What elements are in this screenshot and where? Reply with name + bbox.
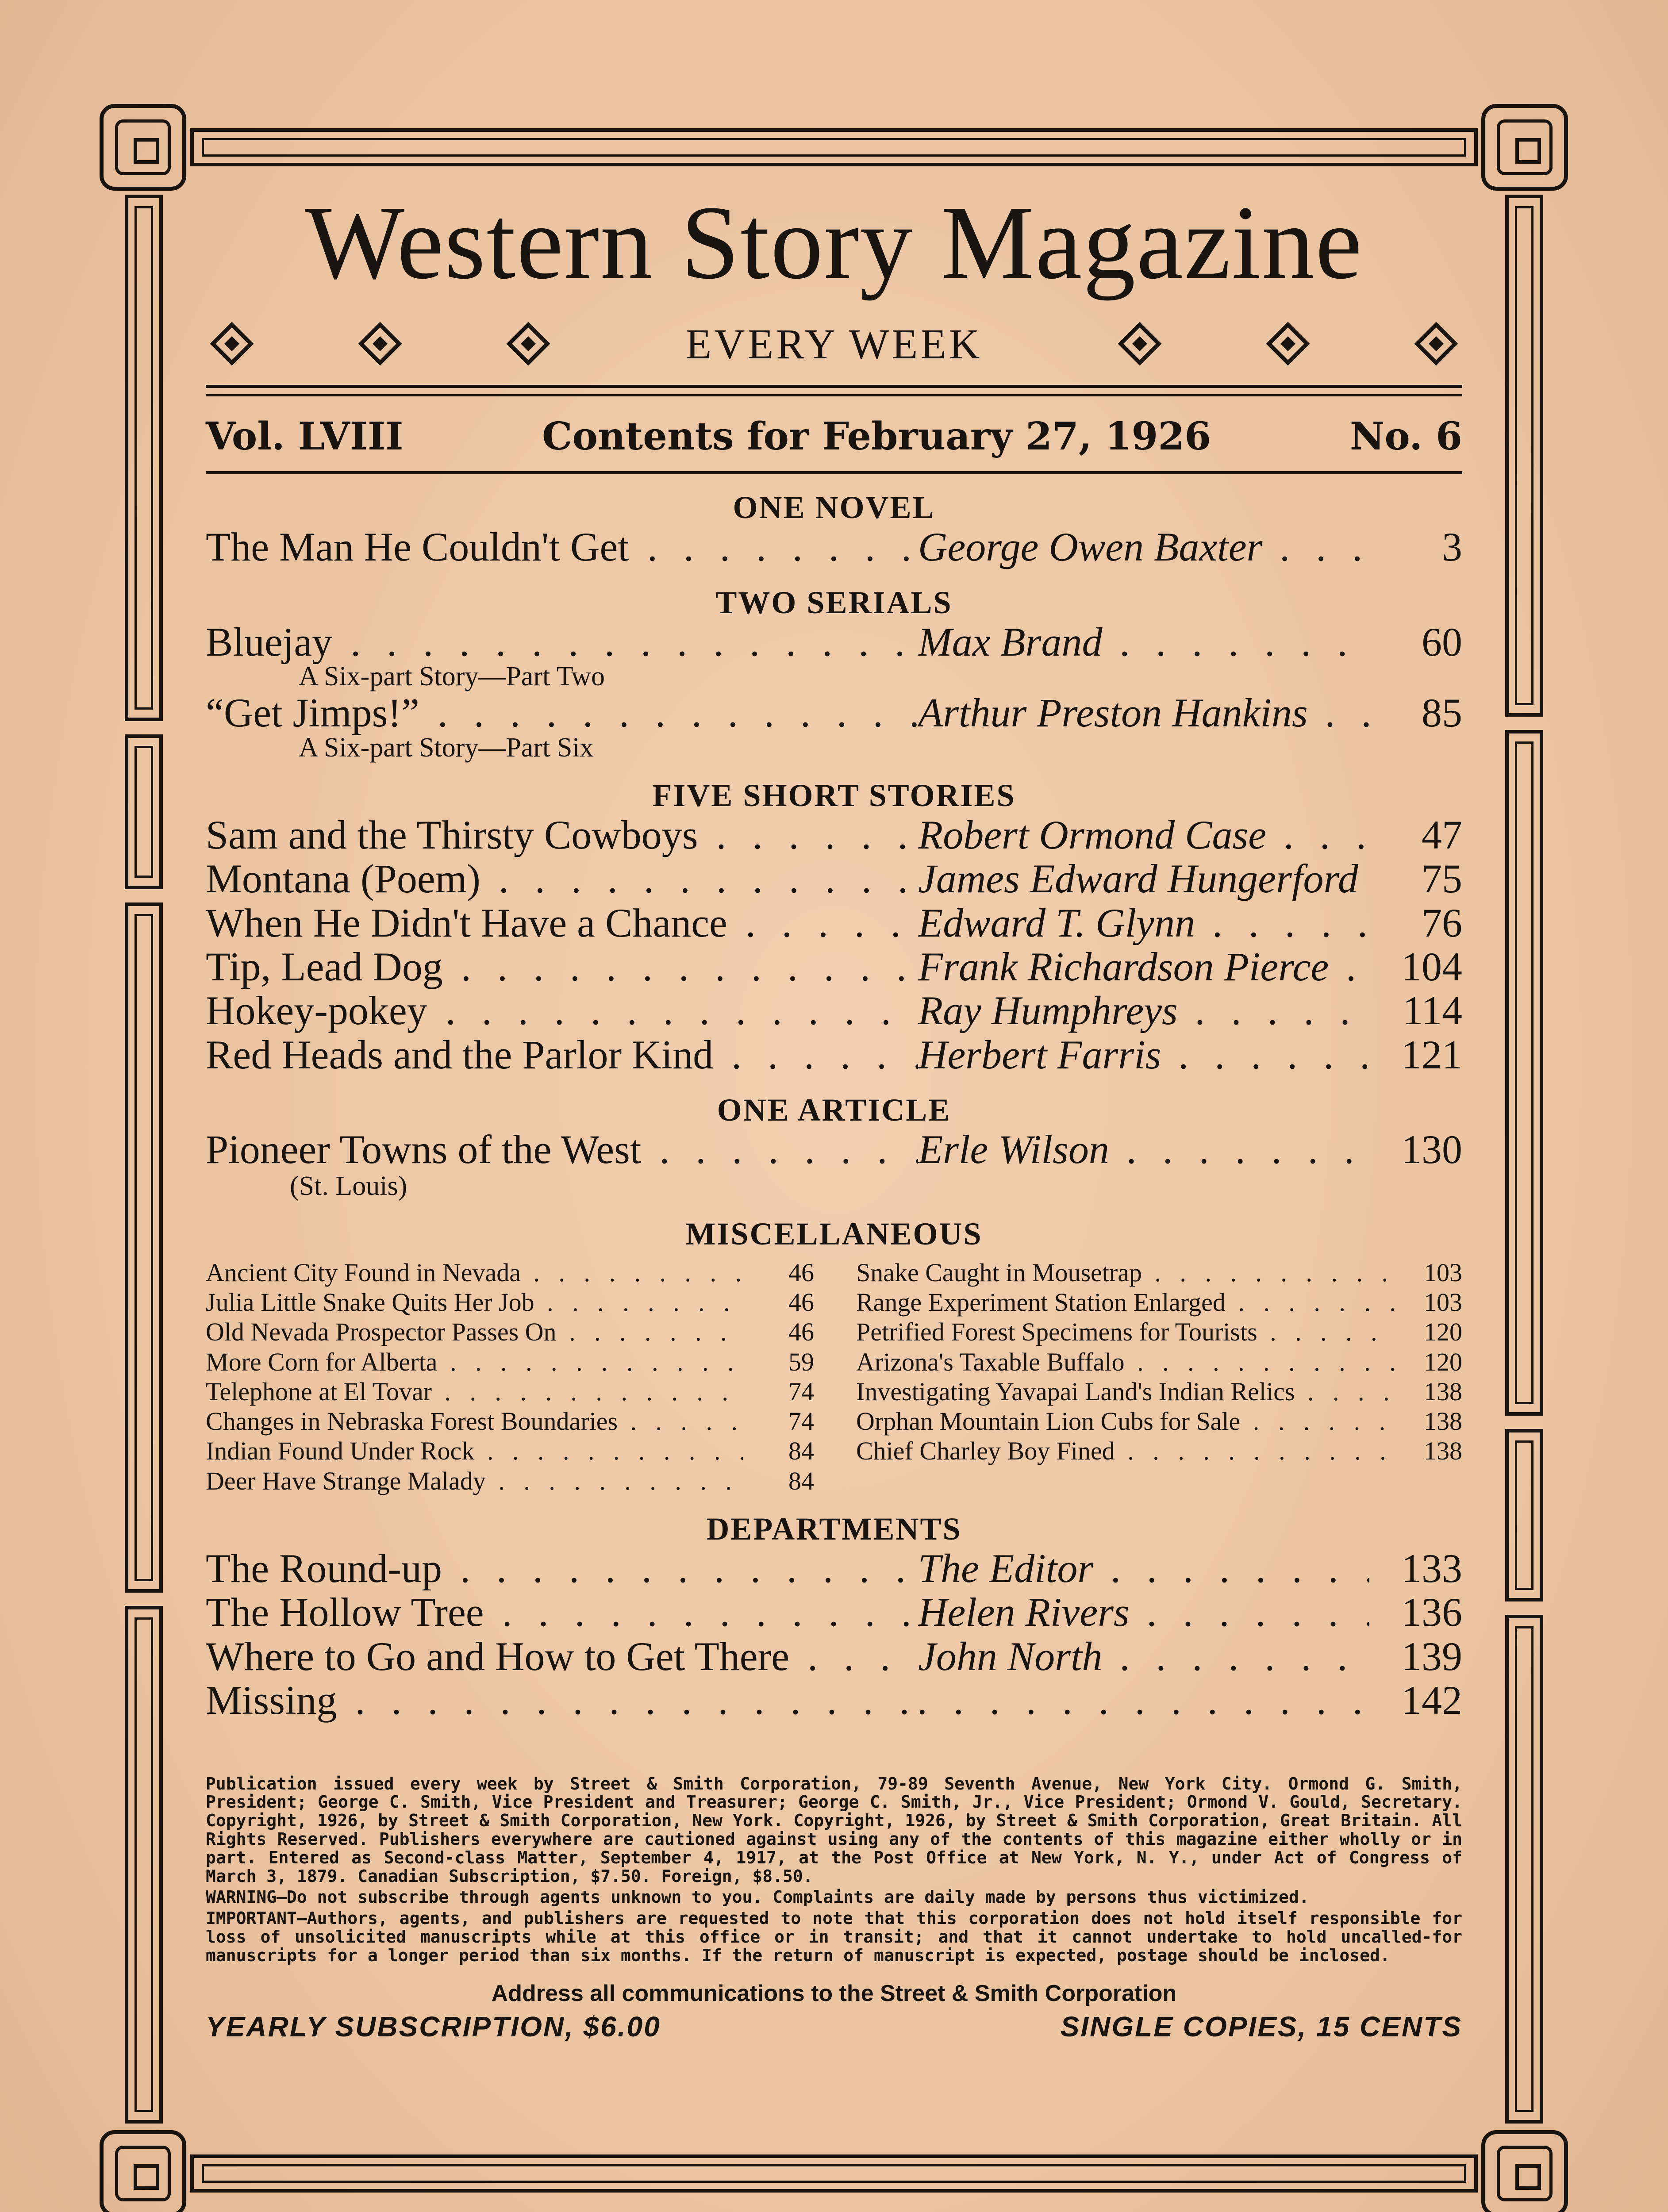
misc-page: 103 bbox=[1424, 1288, 1462, 1317]
every-week-ornament-row bbox=[206, 311, 1462, 377]
section-heading-short-stories: FIVE SHORT STORIES bbox=[652, 777, 1016, 813]
section-heading-novel: ONE NOVEL bbox=[733, 490, 935, 525]
misc-item[interactable] bbox=[856, 1377, 1462, 1406]
entry-author: Ray Humphreys . . bbox=[918, 989, 1369, 1033]
misc-title: Indian Found Under Rock . . bbox=[206, 1436, 743, 1466]
entry-page: 130 bbox=[1401, 1127, 1462, 1172]
entry-title: The Hollow Tree . . bbox=[206, 1590, 918, 1634]
misc-item[interactable] bbox=[206, 1377, 814, 1406]
diamond-ornament-icon bbox=[1266, 322, 1310, 366]
misc-page: 84 bbox=[788, 1436, 814, 1466]
misc-page: 120 bbox=[1424, 1317, 1462, 1347]
entry-title: Hokey-pokey . . bbox=[206, 989, 918, 1033]
misc-title: Changes in Nebraska Forest Boundaries . . bbox=[206, 1406, 743, 1436]
frame-left-bar-4 bbox=[125, 1606, 163, 2124]
toc-entry[interactable] bbox=[206, 813, 1462, 857]
entry-title: Tip, Lead Dog . . bbox=[206, 945, 918, 989]
divider-rule bbox=[206, 385, 1462, 388]
misc-page: 138 bbox=[1424, 1436, 1462, 1466]
entry-author: John North . . bbox=[918, 1635, 1369, 1678]
misc-item[interactable] bbox=[206, 1406, 814, 1436]
misc-item[interactable] bbox=[856, 1436, 1462, 1466]
frame-right-bar-3 bbox=[1505, 1429, 1543, 1601]
diamond-ornament-icon bbox=[506, 322, 550, 366]
toc-entry[interactable] bbox=[206, 1033, 1462, 1077]
misc-item[interactable] bbox=[206, 1258, 814, 1287]
entry-page: 47 bbox=[1422, 812, 1462, 857]
entry-author: James Edward Hungerford . . bbox=[918, 857, 1369, 901]
misc-item[interactable] bbox=[856, 1406, 1462, 1436]
misc-title: Julia Little Snake Quits Her Job . . bbox=[206, 1287, 743, 1317]
frame-left-bar-1 bbox=[125, 195, 163, 721]
frame-bottom-bar bbox=[190, 2154, 1478, 2193]
toc-entry[interactable] bbox=[206, 1590, 1462, 1634]
toc-entry[interactable] bbox=[206, 1635, 1462, 1678]
divider-rule bbox=[206, 394, 1462, 396]
frame-right-bar-4 bbox=[1505, 1615, 1543, 2124]
magazine-title: Western Story Magazine bbox=[305, 184, 1363, 301]
misc-title: Petrified Forest Specimens for Tourists . . bbox=[856, 1317, 1394, 1347]
misc-page: 138 bbox=[1424, 1407, 1462, 1436]
misc-title: Snake Caught in Mousetrap . . bbox=[856, 1258, 1394, 1287]
entry-page: 85 bbox=[1422, 690, 1462, 736]
entry-page: 136 bbox=[1401, 1590, 1462, 1635]
divider-rule bbox=[206, 471, 1462, 474]
entry-title: Missing . . bbox=[206, 1678, 918, 1722]
miscellaneous-left-column bbox=[206, 1258, 814, 1496]
misc-item[interactable] bbox=[206, 1317, 814, 1347]
entry-author: Edward T. Glynn . . bbox=[918, 901, 1369, 945]
publication-fine-print bbox=[206, 1775, 1462, 1965]
entry-author: The Editor . . bbox=[918, 1547, 1369, 1590]
miscellaneous-right-column bbox=[856, 1258, 1462, 1496]
entry-author: Helen Rivers . . bbox=[918, 1590, 1369, 1634]
toc-entry[interactable] bbox=[206, 525, 1462, 569]
entry-author bbox=[918, 1678, 1369, 1722]
misc-item[interactable] bbox=[206, 1466, 814, 1496]
misc-page: 46 bbox=[788, 1288, 814, 1317]
misc-title: More Corn for Alberta . . bbox=[206, 1347, 743, 1377]
yearly-subscription: YEARLY SUBSCRIPTION, $6.00 bbox=[206, 2010, 661, 2043]
subscription-row bbox=[206, 2010, 1462, 2043]
misc-item[interactable] bbox=[856, 1258, 1462, 1287]
toc-entry[interactable] bbox=[206, 1128, 1462, 1171]
misc-title: Deer Have Strange Malady . . bbox=[206, 1466, 743, 1496]
entry-title: Sam and the Thirsty Cowboys . . bbox=[206, 813, 918, 857]
frame-left-bar-3 bbox=[125, 902, 163, 1593]
misc-page: 59 bbox=[788, 1347, 814, 1376]
misc-page: 46 bbox=[788, 1317, 814, 1347]
frame-left-bar-2 bbox=[125, 734, 163, 889]
address-line: Address all communications to the Street & Smith Corporation bbox=[491, 1980, 1177, 2006]
frame-corner-bottom-left bbox=[100, 2130, 186, 2212]
misc-page: 103 bbox=[1424, 1258, 1462, 1287]
publication-notice: Publication issued every week by Street & Smith Corporation, 79-89 Seventh Avenue, New York City. Ormond G. Smith, President; George C. Smith, Vice President and Treasurer; George C. Smith, Jr., Vice President; Ormond V. Gould, Secretary. Copyright, 1926, by Street & Smith Corporation, New York. Copyright, 1926, by Street & Smith Corporation, Great Britain. All Rights Reserved. Publishers everywhere are cautioned against using any of the contents of this magazine either wholly or in part. Entered as Second-class Matter, September 4, 1917, at the Post Office at New York, N. Y., under Act of Congress of March 3, 1879. Canadian Subscription, $7.50. Foreign, $8.50. bbox=[206, 1774, 1462, 1886]
entry-title: The Man He Couldn't Get . . bbox=[206, 525, 918, 569]
frame-right-bar-1 bbox=[1505, 195, 1543, 717]
entry-author: George Owen Baxter . . bbox=[918, 525, 1369, 569]
entry-title: Where to Go and How to Get There . . bbox=[206, 1635, 918, 1678]
misc-title: Ancient City Found in Nevada . . bbox=[206, 1258, 743, 1287]
entry-page: 114 bbox=[1403, 988, 1462, 1033]
section-heading-departments: DEPARTMENTS bbox=[706, 1511, 962, 1547]
toc-entry[interactable] bbox=[206, 1547, 1462, 1590]
misc-page: 74 bbox=[788, 1377, 814, 1406]
entry-page: 121 bbox=[1401, 1032, 1462, 1077]
misc-title: Orphan Mountain Lion Cubs for Sale . . bbox=[856, 1406, 1394, 1436]
entry-author: Robert Ormond Case . . bbox=[918, 813, 1369, 857]
entry-title: Montana (Poem) . . bbox=[206, 857, 918, 901]
misc-title: Telephone at El Tovar . . bbox=[206, 1377, 743, 1406]
diamond-ornament-icon bbox=[358, 322, 402, 366]
diamond-ornament-icon bbox=[1414, 322, 1458, 366]
misc-item[interactable] bbox=[856, 1317, 1462, 1347]
entry-page: 75 bbox=[1422, 856, 1462, 902]
misc-page: 138 bbox=[1424, 1377, 1462, 1406]
frame-top-bar bbox=[190, 128, 1478, 166]
warning-notice: WARNING—Do not subscribe through agents unknown to you. Complaints are daily made by persons thus victimized. bbox=[206, 1887, 1309, 1907]
toc-entry[interactable] bbox=[206, 989, 1462, 1033]
misc-page: 84 bbox=[788, 1466, 814, 1495]
entry-author: Erle Wilson . . bbox=[918, 1128, 1369, 1171]
misc-page: 120 bbox=[1424, 1347, 1462, 1376]
diamond-ornament-icon bbox=[210, 322, 254, 366]
entry-author: Frank Richardson Pierce . . bbox=[918, 945, 1369, 989]
entry-author: Herbert Farris . . bbox=[918, 1033, 1369, 1077]
entry-title: Red Heads and the Parlor Kind . . bbox=[206, 1033, 918, 1077]
contents-date: Contents for February 27, 1926 bbox=[542, 414, 1211, 459]
misc-title: Arizona's Taxable Buffalo . . bbox=[856, 1347, 1394, 1377]
toc-entry[interactable] bbox=[206, 901, 1462, 945]
entry-page: 139 bbox=[1401, 1633, 1462, 1679]
toc-entry[interactable] bbox=[206, 857, 1462, 901]
entry-title: “Get Jimps!” . . bbox=[206, 691, 918, 735]
misc-title: Old Nevada Prospector Passes On . . bbox=[206, 1317, 743, 1347]
contents-body bbox=[206, 184, 1462, 2043]
misc-title: Investigating Yavapai Land's Indian Relics . . bbox=[856, 1377, 1394, 1406]
section-heading-article: ONE ARTICLE bbox=[717, 1092, 951, 1128]
toc-entry[interactable] bbox=[206, 1678, 1462, 1722]
entry-author: Max Brand . . bbox=[918, 620, 1369, 664]
single-copies: SINGLE COPIES, 15 CENTS bbox=[1060, 2010, 1462, 2043]
entry-note: A Six-part Story—Part Two bbox=[299, 661, 605, 692]
entry-note: (St. Louis) bbox=[290, 1171, 407, 1201]
misc-title: Range Experiment Station Enlarged . . bbox=[856, 1287, 1394, 1317]
diamond-ornament-icon bbox=[1118, 322, 1162, 366]
entry-page: 104 bbox=[1401, 944, 1462, 989]
misc-item[interactable] bbox=[206, 1347, 814, 1377]
section-heading-serials: TWO SERIALS bbox=[715, 584, 953, 620]
toc-entry[interactable] bbox=[206, 945, 1462, 989]
misc-page: 46 bbox=[788, 1258, 814, 1287]
frame-corner-top-right bbox=[1481, 104, 1568, 191]
volume-number: Vol. LVIII bbox=[206, 414, 404, 459]
frame-corner-bottom-right bbox=[1481, 2130, 1568, 2212]
issue-number: No. 6 bbox=[1349, 414, 1462, 459]
entry-page: 76 bbox=[1422, 900, 1462, 945]
issue-info-row bbox=[206, 414, 1462, 459]
misc-page: 74 bbox=[788, 1407, 814, 1436]
entry-note: A Six-part Story—Part Six bbox=[299, 732, 594, 763]
entry-page: 3 bbox=[1442, 524, 1462, 570]
entry-author: Arthur Preston Hankins . . bbox=[918, 691, 1369, 735]
publication-frequency: EVERY WEEK bbox=[685, 320, 983, 368]
entry-title: Bluejay . . bbox=[206, 620, 918, 664]
misc-item[interactable] bbox=[206, 1287, 814, 1317]
entry-page: 133 bbox=[1401, 1546, 1462, 1591]
entry-title: When He Didn't Have a Chance . . bbox=[206, 901, 918, 945]
toc-entry[interactable] bbox=[206, 620, 1462, 664]
entry-page: 142 bbox=[1401, 1678, 1462, 1723]
important-notice: IMPORTANT—Authors, agents, and publishers are requested to note that this corporation does not hold itself responsible for loss of unsolicited manuscripts while at this office or in transit; and that it cannot undertake to hold uncalled-for manuscripts for a longer period than six months. If the return of manuscript is expected, postage should be inclosed. bbox=[206, 1909, 1462, 1965]
misc-item[interactable] bbox=[206, 1436, 814, 1466]
entry-title: The Round-up . . bbox=[206, 1547, 918, 1590]
toc-entry[interactable] bbox=[206, 691, 1462, 735]
entry-page: 60 bbox=[1422, 619, 1462, 664]
misc-title: Chief Charley Boy Fined . . bbox=[856, 1436, 1394, 1466]
entry-title: Pioneer Towns of the West . . bbox=[206, 1128, 918, 1171]
misc-item[interactable] bbox=[856, 1347, 1462, 1377]
section-heading-miscellaneous: MISCELLANEOUS bbox=[685, 1216, 983, 1252]
misc-item[interactable] bbox=[856, 1287, 1462, 1317]
frame-right-bar-2 bbox=[1505, 730, 1543, 1416]
frame-corner-top-left bbox=[100, 104, 186, 191]
miscellaneous-list bbox=[206, 1258, 1462, 1496]
